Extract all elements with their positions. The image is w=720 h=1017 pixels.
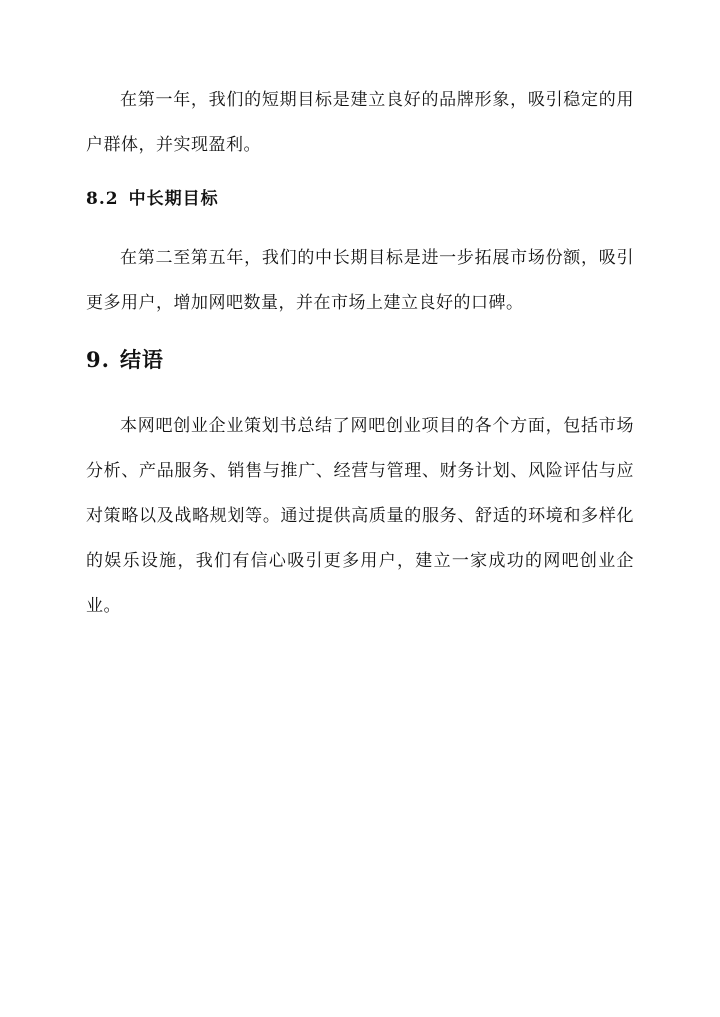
section-number: 8.2	[86, 189, 119, 209]
section-title: 中长期目标	[128, 189, 219, 209]
section-heading-9	[86, 346, 164, 374]
conclusion-paragraph: 本网吧创业企业策划书总结了网吧创业项目的各个方面，包括市场分析、产品服务、销售与推广、经营与管理、财务计划、风险评估与应对策略以及战略规划等。通过提供高质量的服务、舒适的环境和多样化的娱乐设施，我们有信心吸引更多用户，建立一家成功的网吧创业企业。	[86, 416, 634, 616]
section-heading-8-2	[86, 187, 219, 211]
section-title: 结语	[119, 347, 164, 372]
section-number: 9.	[86, 347, 110, 372]
short-term-goal-paragraph: 在第一年，我们的短期目标是建立良好的品牌形象，吸引稳定的用户群体，并实现盈利。	[86, 90, 634, 155]
mid-long-term-goal-paragraph: 在第二至第五年，我们的中长期目标是进一步拓展市场份额，吸引更多用户，增加网吧数量，并在市场上建立良好的口碑。	[86, 248, 634, 313]
